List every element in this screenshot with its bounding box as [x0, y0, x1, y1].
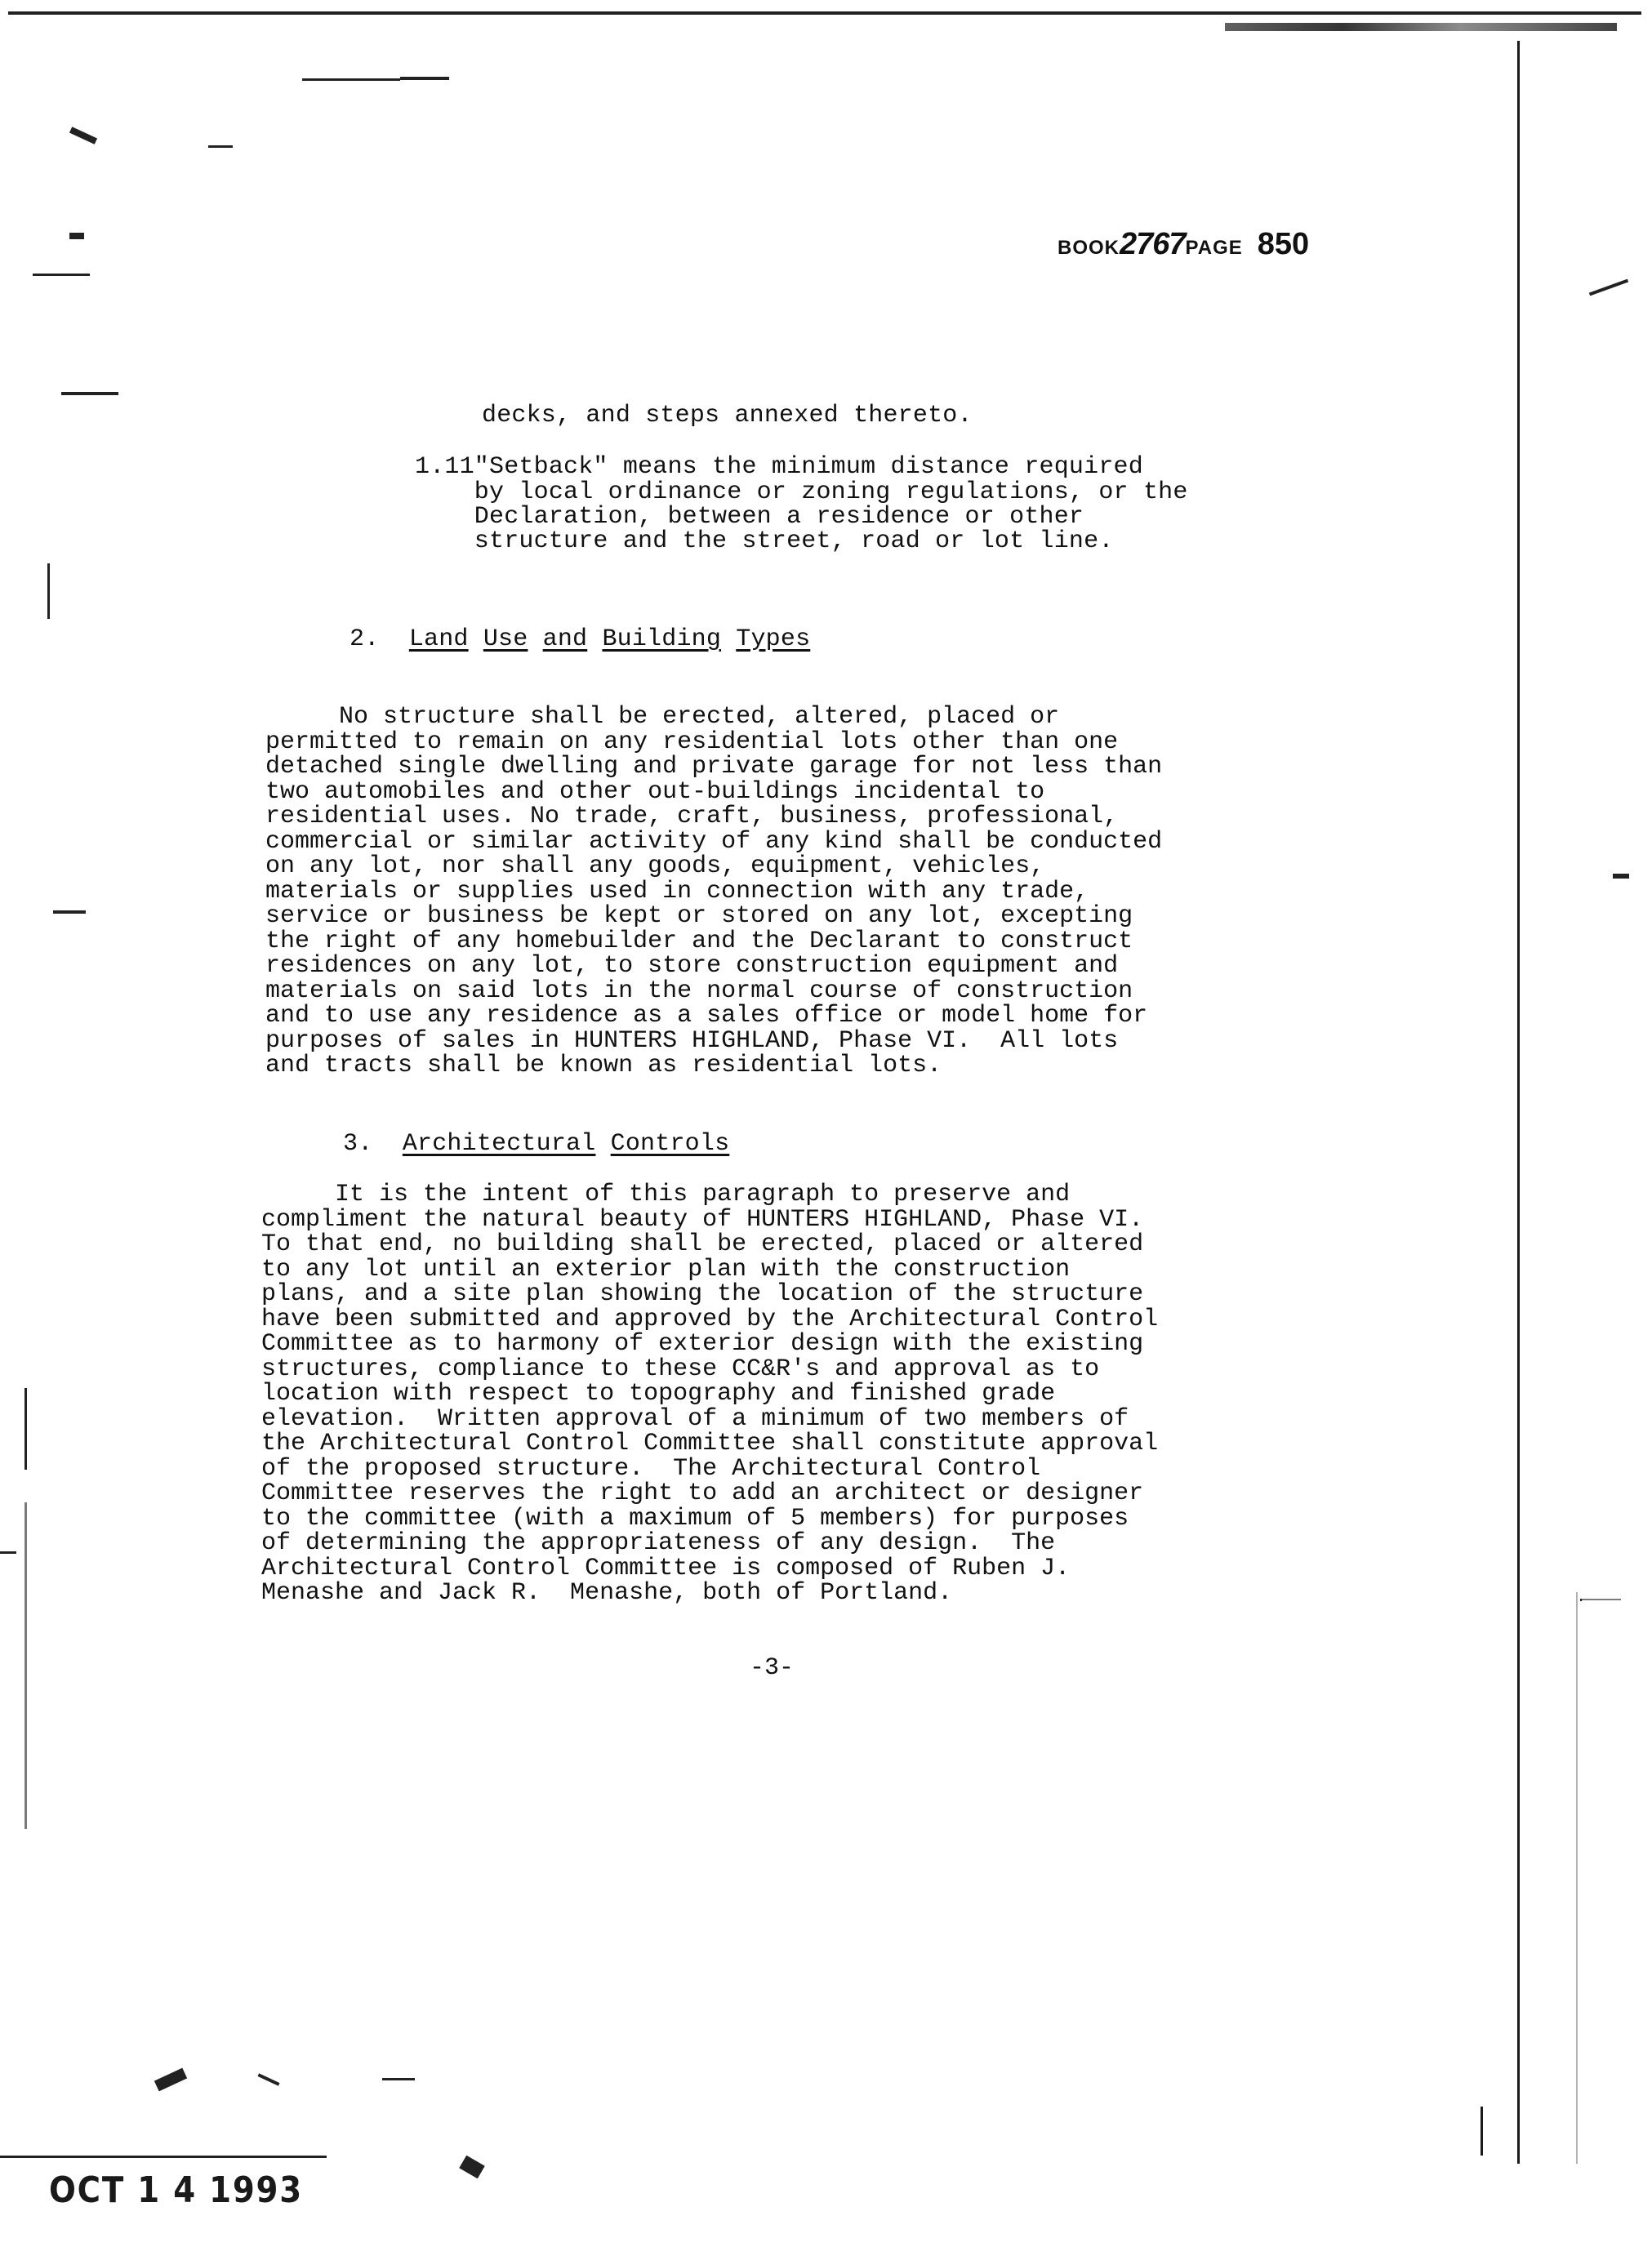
scan-speck: [47, 563, 50, 619]
body-line: commercial or similar activity of any kind shall be conducted: [265, 827, 1163, 856]
scan-speck: [382, 2078, 415, 2080]
scan-speck: [33, 274, 90, 276]
scan-edge-right-inner: [1481, 2107, 1483, 2156]
body-line: structures, compliance to these CC&R's and approval as to: [261, 1355, 1100, 1383]
scan-speck: [257, 2073, 279, 2085]
section-2-number: 2.: [350, 625, 380, 653]
body-line: to any lot until an exterior plan with the construction: [261, 1255, 1071, 1284]
page-number: 850: [1257, 227, 1310, 261]
scan-speck: [208, 145, 233, 148]
body-line: Menashe and Jack R. Menashe, both of Portland.: [261, 1579, 953, 1607]
scan-speck: [1580, 1599, 1582, 1601]
scan-speck: [1576, 1592, 1578, 2164]
page-marker: -3-: [750, 1654, 795, 1682]
body-line: No structure shall be erected, altered, placed or: [265, 703, 1060, 731]
book-number: 2767: [1120, 227, 1186, 261]
body-line: materials or supplies used in connection with any trade,: [265, 877, 1089, 905]
body-line: the right of any homebuilder and the Declarant to construct: [265, 927, 1133, 955]
body-line: to the committee (with a maximum of 5 members) for purposes: [261, 1504, 1129, 1533]
section-3-heading: [343, 1132, 729, 1157]
body-line: residential uses. No trade, craft, business, professional,: [265, 803, 1119, 830]
body-line: plans, and a site plan showing the location of the structure: [261, 1280, 1144, 1308]
scan-edge-top: [8, 11, 1641, 15]
body-line: of determining the appropriateness of any design. The: [261, 1529, 1056, 1557]
body-line: Committee reserves the right to add an architect or designer: [261, 1479, 1144, 1507]
definition-1-11-line-4: structure and the street, road or lot line.: [415, 527, 1114, 555]
scan-speck: [302, 78, 400, 81]
book-label: BOOK: [1058, 237, 1120, 259]
scan-speck: [24, 1502, 27, 1829]
scan-speck: [400, 77, 449, 80]
scan-speck: [1613, 874, 1629, 879]
scan-speck: [61, 392, 118, 395]
definition-1-11-line-1: 1.11"Setback" means the minimum distance required: [415, 453, 1143, 481]
scan-speck: [0, 1551, 16, 1554]
section-2-heading: [350, 627, 810, 652]
section-3-heading-word: Controls: [610, 1130, 730, 1158]
scan-speck: [1589, 279, 1628, 296]
section-2-heading-word: Types: [736, 625, 811, 653]
body-line: purposes of sales in HUNTERS HIGHLAND, Phase VI. All lots: [265, 1026, 1119, 1055]
scan-edge-bottom: [0, 2156, 327, 2158]
scan-speck: [69, 233, 84, 239]
body-line: To that end, no building shall be erected, placed or altered: [261, 1230, 1144, 1258]
body-line: permitted to remain on any residential lots other than one: [265, 727, 1119, 756]
body-line: and to use any residence as a sales office or model home for: [265, 1002, 1148, 1030]
scan-speck: [154, 2068, 187, 2092]
scan-edge-top-dark: [1225, 23, 1617, 31]
body-line: the Architectural Control Committee shall constitute approval: [261, 1430, 1159, 1457]
body-line: of the proposed structure. The Architectural Control: [261, 1454, 1041, 1483]
scan-speck: [459, 2156, 485, 2179]
body-line: Architectural Control Committee is composed of Ruben J.: [261, 1554, 1071, 1582]
body-line: detached single dwelling and private garage for not less than: [265, 753, 1163, 781]
definition-continuation: decks, and steps annexed thereto.: [482, 402, 973, 429]
body-line: It is the intent of this paragraph to preserve and: [261, 1181, 1071, 1208]
definition-1-11-line-3: Declaration, between a residence or other: [415, 503, 1084, 531]
body-line: elevation. Written approval of a minimum of two members of: [261, 1404, 1129, 1433]
section-3-number: 3.: [343, 1130, 373, 1158]
body-line: have been submitted and approved by the Architectural Control: [261, 1305, 1159, 1333]
date-stamp: OCT 1 4 1993: [49, 2169, 303, 2211]
section-3-body: [261, 1182, 1158, 1606]
body-line: service or business be kept or stored on any lot, excepting: [265, 902, 1133, 930]
body-line: on any lot, nor shall any goods, equipment, vehicles,: [265, 852, 1045, 880]
book-page-reference: [1058, 227, 1309, 262]
scan-edge-right: [1517, 41, 1520, 2164]
body-line: materials on said lots in the normal course of construction: [265, 977, 1133, 1005]
section-2-heading-word: and: [542, 625, 588, 653]
section-2-heading-word: Building: [602, 625, 722, 653]
body-line: Committee as to harmony of exterior design with the existing: [261, 1330, 1144, 1358]
scan-speck: [24, 1388, 27, 1470]
body-line: compliment the natural beauty of HUNTERS HIGHLAND, Phase VI.: [261, 1205, 1144, 1234]
definition-1-11-line-2: by local ordinance or zoning regulations, or the: [415, 478, 1188, 506]
section-2-heading-word: Use: [483, 625, 528, 653]
body-line: and tracts shall be known as residential lots.: [265, 1052, 942, 1079]
scan-speck: [69, 127, 97, 145]
scan-speck: [53, 910, 86, 914]
body-line: two automobiles and other out-buildings incidental to: [265, 777, 1045, 806]
section-3-heading-word: Architectural: [402, 1130, 596, 1158]
body-line: residences on any lot, to store construction equipment and: [265, 952, 1119, 980]
page-label: PAGE: [1185, 237, 1243, 259]
scan-speck: [1580, 1599, 1621, 1600]
body-line: location with respect to topography and finished grade: [261, 1380, 1056, 1408]
section-2-body: [265, 705, 1162, 1079]
section-2-heading-word: Land: [408, 625, 469, 653]
